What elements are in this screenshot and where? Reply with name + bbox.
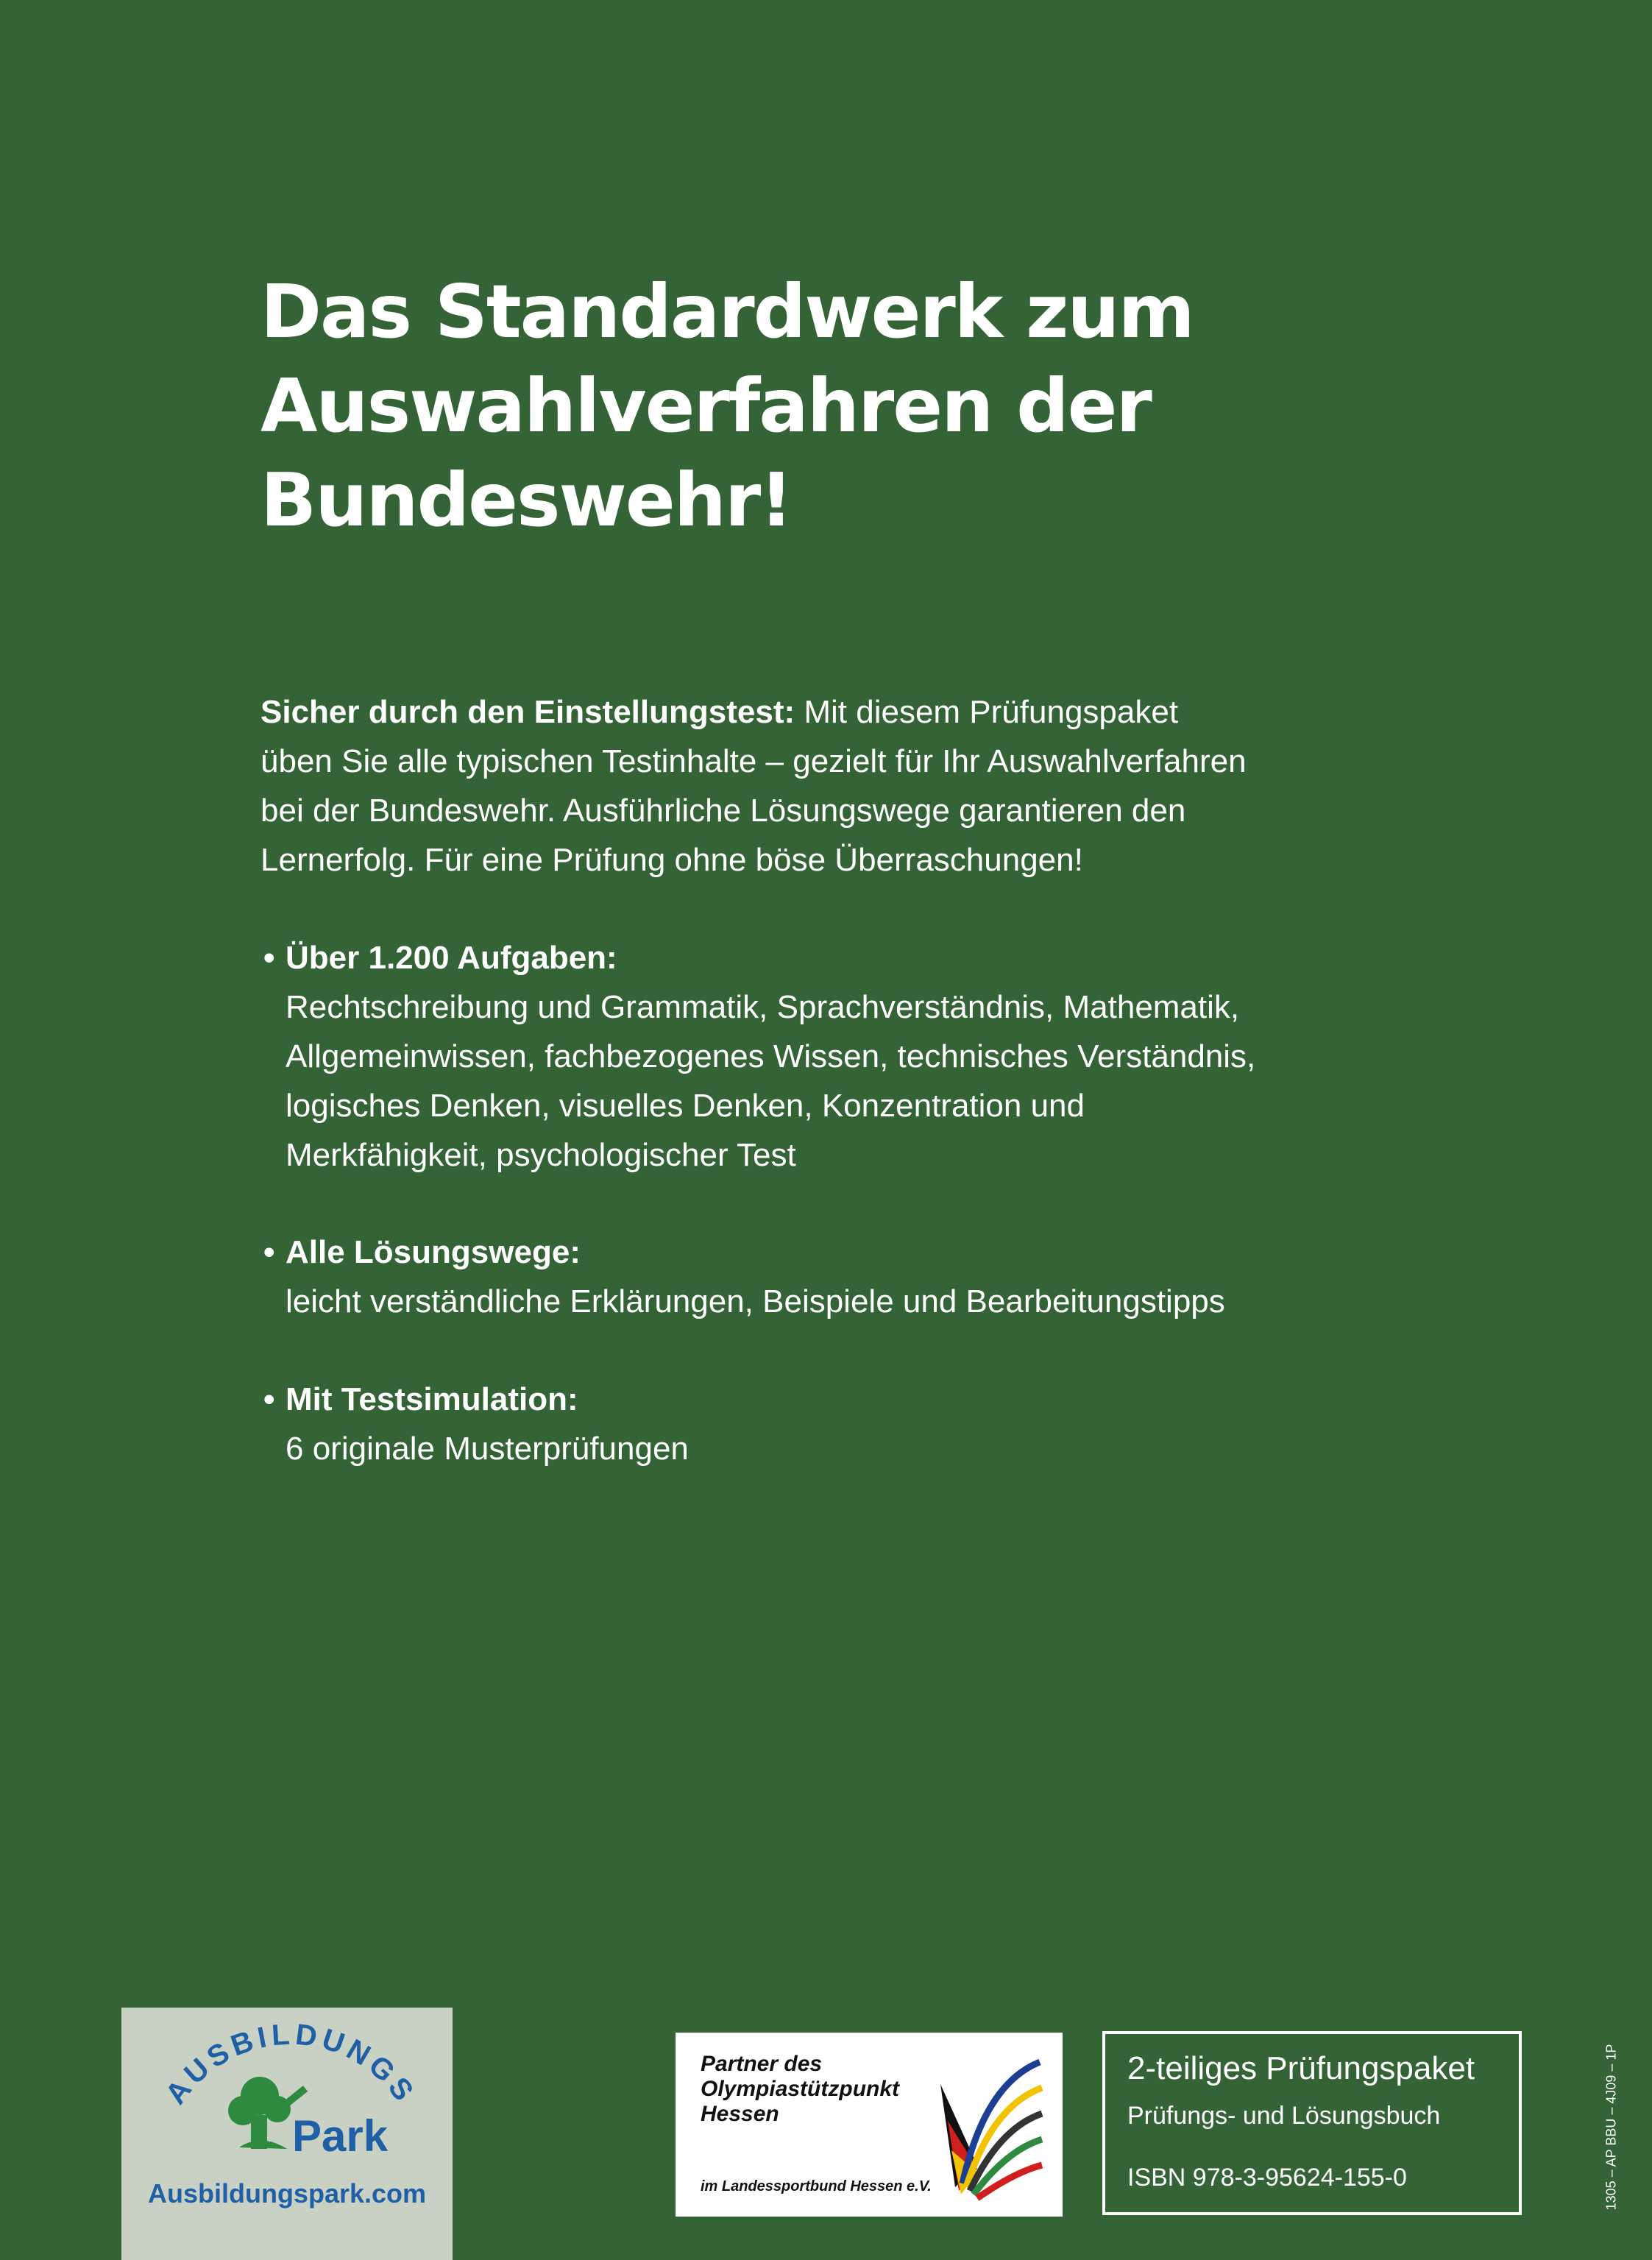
headline-line-2: Auswahlverfahren der <box>260 363 1151 449</box>
logo-url: Ausbildungspark.com <box>147 2178 427 2208</box>
package-info-box <box>1102 2031 1522 2215</box>
feature-line: Rechtschreibung und Grammatik, Sprachverständnis, Mathematik, <box>286 989 1240 1025</box>
partner-line-2: Olympiastützpunkt <box>701 2077 900 2101</box>
bullet-icon: • <box>263 940 275 976</box>
bullet-icon: • <box>263 1234 275 1270</box>
partner-line-3: Hessen <box>701 2102 779 2126</box>
feature-line: leicht verständliche Erklärungen, Beispiele und Bearbeitungstipps <box>286 1283 1225 1319</box>
feature-item <box>263 933 1294 1180</box>
print-code: 1305 – AP BBU – 4J09 – 1P <box>1603 2044 1619 2211</box>
intro-lead: Sicher durch den Einstellungstest: <box>260 694 795 730</box>
headline-line-1: Das Standardwerk zum <box>260 269 1194 355</box>
feature-title: Alle Lösungswege: <box>286 1234 581 1270</box>
intro-line-4: Lernerfolg. Für eine Prüfung ohne böse Überraschungen! <box>260 842 1083 878</box>
intro-line-3: bei der Bundeswehr. Ausführliche Lösungswege garantieren den <box>260 793 1186 829</box>
package-subtitle: Prüfungs- und Lösungsbuch <box>1127 2102 1441 2130</box>
headline-line-3: Bundeswehr! <box>260 457 792 543</box>
intro-paragraph <box>260 687 1291 885</box>
feature-title: Über 1.200 Aufgaben: <box>286 940 617 976</box>
feature-line: 6 originale Musterprüfungen <box>286 1431 689 1467</box>
ausbildungspark-logo <box>121 2008 453 2260</box>
logo-arc-text: AUSBILDUNGS <box>159 2018 422 2111</box>
package-title: 2-teiliges Prüfungspaket <box>1127 2050 1475 2086</box>
partner-badge <box>676 2033 1063 2217</box>
feature-line: logisches Denken, visuelles Denken, Konzentration und <box>286 1088 1085 1124</box>
intro-line-2: üben Sie alle typischen Testinhalte – gezielt für Ihr Auswahlverfahren <box>260 743 1247 779</box>
feature-title: Mit Testsimulation: <box>286 1381 578 1417</box>
feature-item <box>263 1228 1294 1326</box>
intro-line-1: Mit diesem Prüfungspaket <box>795 694 1179 730</box>
partner-subline: im Landessportbund Hessen e.V. <box>701 2178 932 2195</box>
partner-line-1: Partner des <box>701 2052 823 2076</box>
feature-line: Allgemeinwissen, fachbezogenes Wissen, technisches Verständnis, <box>286 1038 1256 1074</box>
logo-park-text: Park <box>292 2111 389 2161</box>
feature-line: Merkfähigkeit, psychologischer Test <box>286 1137 796 1173</box>
bullet-icon: • <box>263 1381 275 1417</box>
logo-mark-icon <box>121 2008 453 2177</box>
feature-item <box>263 1375 1294 1473</box>
isbn: ISBN 978-3-95624-155-0 <box>1127 2164 1407 2192</box>
headline <box>260 265 1217 548</box>
olympic-swoosh-icon <box>933 2055 1043 2202</box>
